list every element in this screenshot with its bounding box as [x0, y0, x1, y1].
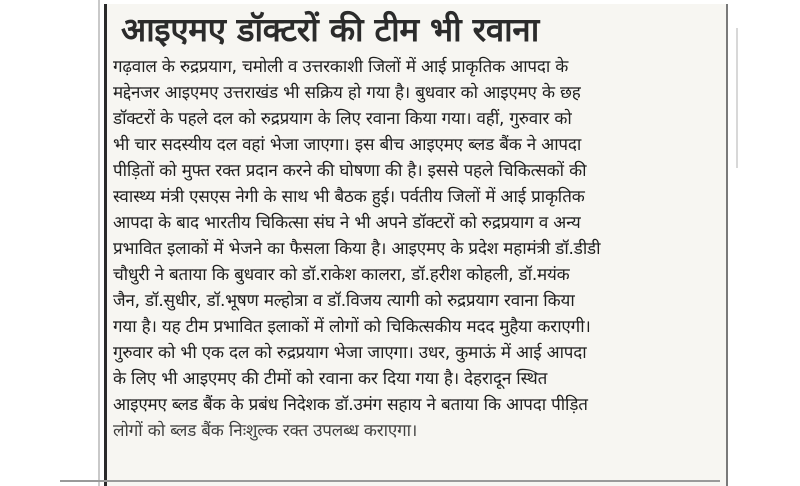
article-line-10: जैन, डॉ.सुधीर, डॉ.भूषण मल्होत्रा व डॉ.विजय त्यागी को रुद्रप्रयाग रवाना किया — [113, 291, 575, 311]
article-line-2: मद्देनजर आइएमए उत्तराखंड भी सक्रिय हो गया है। बुधवार को आइएमए के छह — [113, 83, 581, 103]
article-headline: आइएमए डॉक्टरों की टीम भी रवाना — [121, 10, 539, 49]
scan-edge-line — [98, 0, 100, 486]
article-line-14: आइएमए ब्लड बैंक के प्रबंध निदेशक डॉ.उमंग सहाय ने बताया कि आपदा पीड़ित — [113, 395, 588, 415]
article-line-15: लोगों को ब्लड बैंक निःशुल्क रक्त उपलब्ध कराएगा। — [113, 421, 418, 441]
article-line-3: डॉक्टरों के पहले दल को रुद्रप्रयाग के लिए रवाना किया गया। वहीं, गुरुवार को — [113, 109, 572, 129]
article-line-7: आपदा के बाद भारतीय चिकित्सा संघ ने भी अपने डॉक्टरों को रुद्रप्रयाग व अन्य — [113, 213, 581, 233]
article-line-1: गढ़वाल के रुद्रप्रयाग, चमोली व उत्तरकाशी जिलों में आई प्राकृतिक आपदा के — [113, 57, 569, 77]
scan-bottom-rule — [60, 480, 720, 482]
article-line-8: प्रभावित इलाकों में भेजने का फैसला किया है। आइएमए के प्रदेश महामंत्री डॉ.डीडी — [113, 239, 601, 259]
article-line-9: चौधुरी ने बताया कि बुधवार को डॉ.राकेश कालरा, डॉ.हरीश कोहली, डॉ.मयंक — [113, 265, 570, 285]
article-line-13: के लिए भी आइएमए की टीमों को रवाना कर दिया गया है। देहरादून स्थित — [113, 369, 548, 389]
scan-edge-mark — [736, 28, 738, 168]
article-line-6: स्वास्थ्य मंत्री एसएस नेगी के साथ भी बैठक हुई। पर्वतीय जिलों में आई प्राकृतिक — [113, 187, 585, 207]
article-line-5: पीड़ितों को मुफ्त रक्त प्रदान करने की घोषणा की है। इससे पहले चिकित्सकों की — [113, 161, 587, 181]
article-line-4: भी चार सदस्यीय दल वहां भेजा जाएगा। इस बीच आइएमए ब्लड बैंक ने आपदा — [113, 135, 582, 155]
newspaper-clipping — [104, 4, 728, 486]
article-line-11: गया है। यह टीम प्रभावित इलाकों में लोगों को चिकित्सकीय मदद मुहैया कराएगी। — [113, 317, 591, 337]
article-line-12: गुरुवार को भी एक दल को रुद्रप्रयाग भेजा जाएगा। उधर, कुमाऊं में आई आपदा — [113, 343, 587, 363]
article-body — [113, 54, 723, 444]
